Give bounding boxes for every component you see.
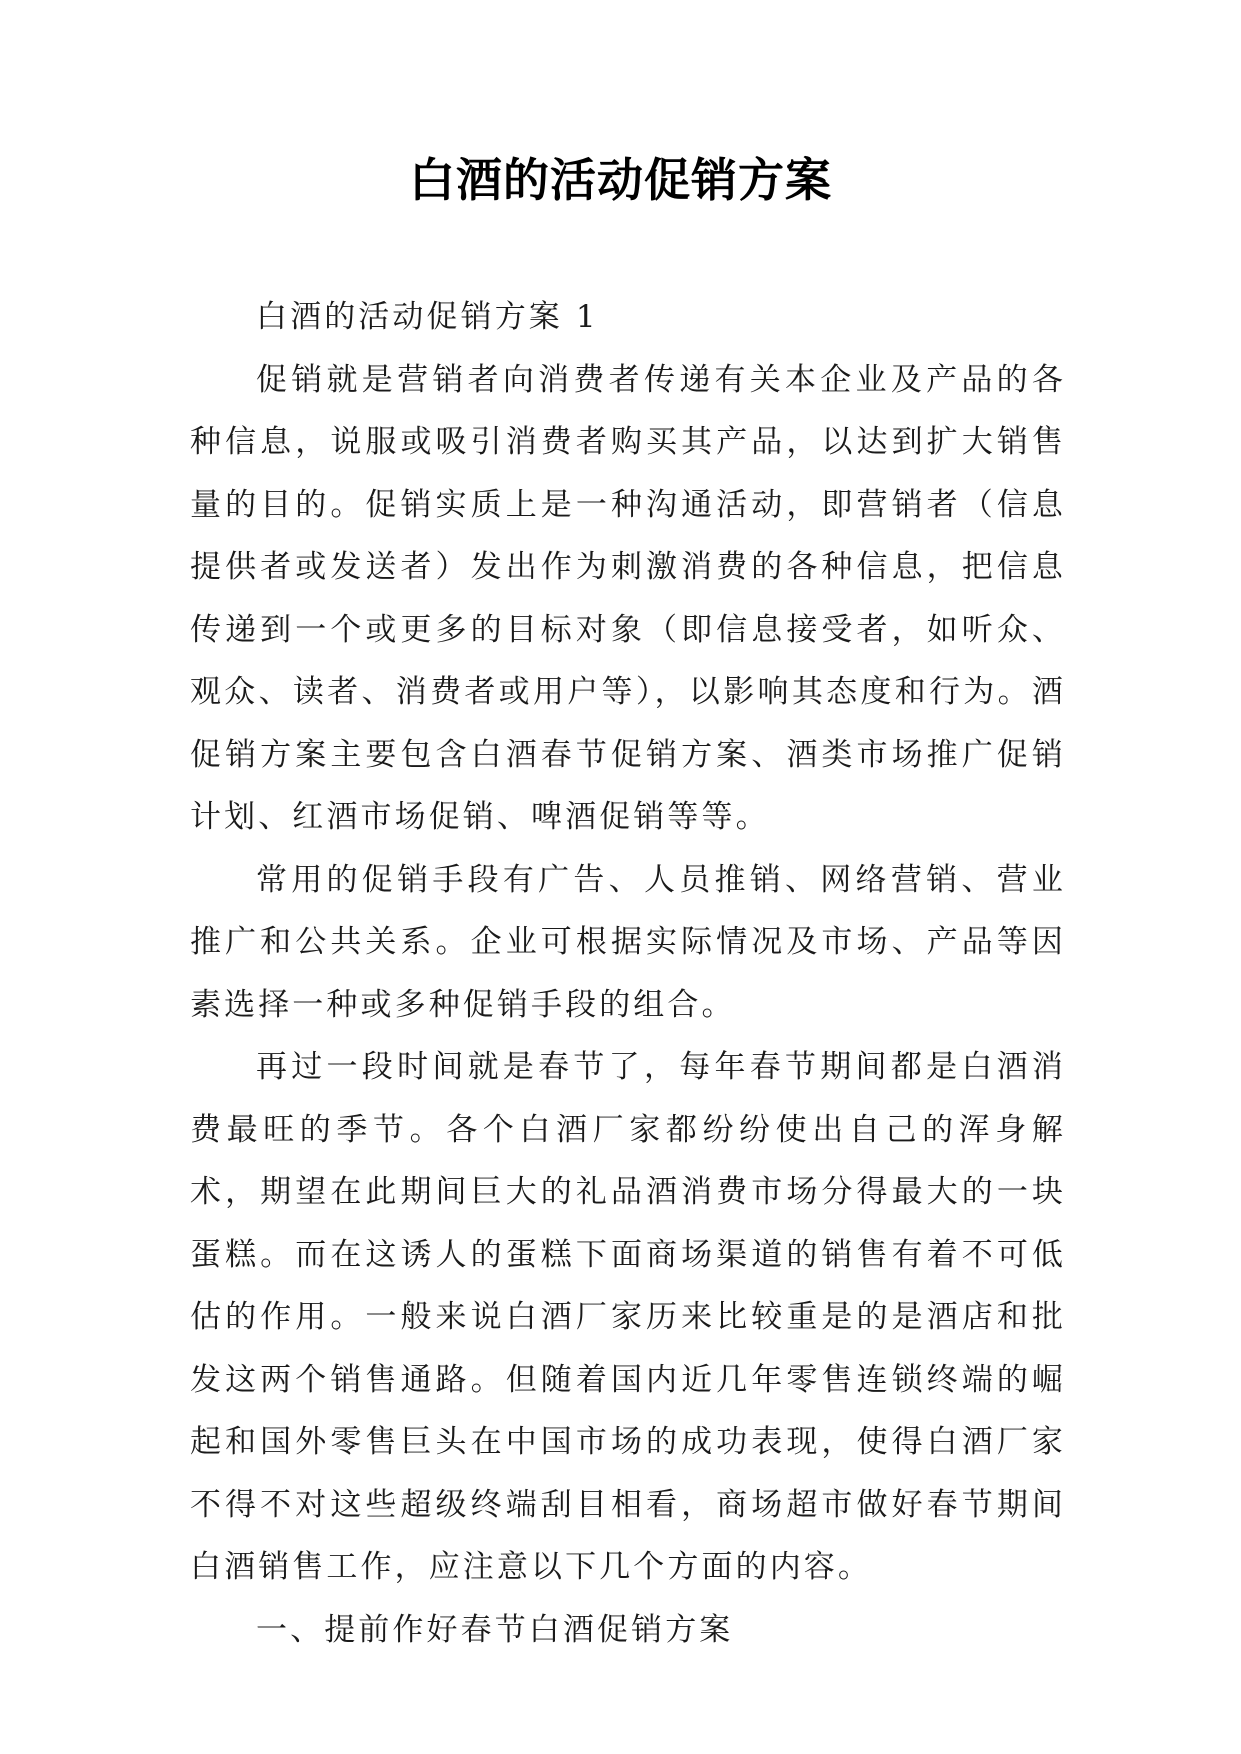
paragraph-intro: 促销就是营销者向消费者传递有关本企业及产品的各种信息，说服或吸引消费者购买其产品，以达到扩大销售量的目的。促销实质上是一种沟通活动，即营销者（信息提供者或发送者）发出作为刺激消费的各种信息，把信息传递到一个或更多的目标对象（即信息接受者，如听众、观众、读者、消费者或用户等），以影响其态度和行为。酒促销方案主要包含白酒春节促销方案、酒类市场推广促销计划、红酒市场促销、啤酒促销等等。 [190,361,1066,835]
subheading-1: 一、提前作好春节白酒促销方案 [256,1611,734,1648]
paragraph-spring-festival: 再过一段时间就是春节了，每年春节期间都是白酒消费最旺的季节。各个白酒厂家都纷纷使出自己的浑身解术，期望在此期间巨大的礼品酒消费市场分得最大的一块蛋糕。而在这诱人的蛋糕下面商场渠道的销售有着不可低估的作用。一般来说白酒厂家历来比较重是的是酒店和批发这两个销售通路。但随着国内近几年零售连锁终端的崛起和国外零售巨头在中国市场的成功表现，使得白酒厂家不得不对这些超级终端刮目相看，商场超市做好春节期间白酒销售工作，应注意以下几个方面的内容。 [190,1049,1066,1585]
section-heading: 白酒的活动促销方案 1 [256,299,599,335]
document-body [190,286,1066,1661]
document-title: 白酒的活动促销方案 [409,153,832,207]
paragraph-methods: 常用的促销手段有广告、人员推销、网络营销、营业推广和公共关系。企业可根据实际情况及市场、产品等因素选择一种或多种促销手段的组合。 [190,861,1066,1023]
